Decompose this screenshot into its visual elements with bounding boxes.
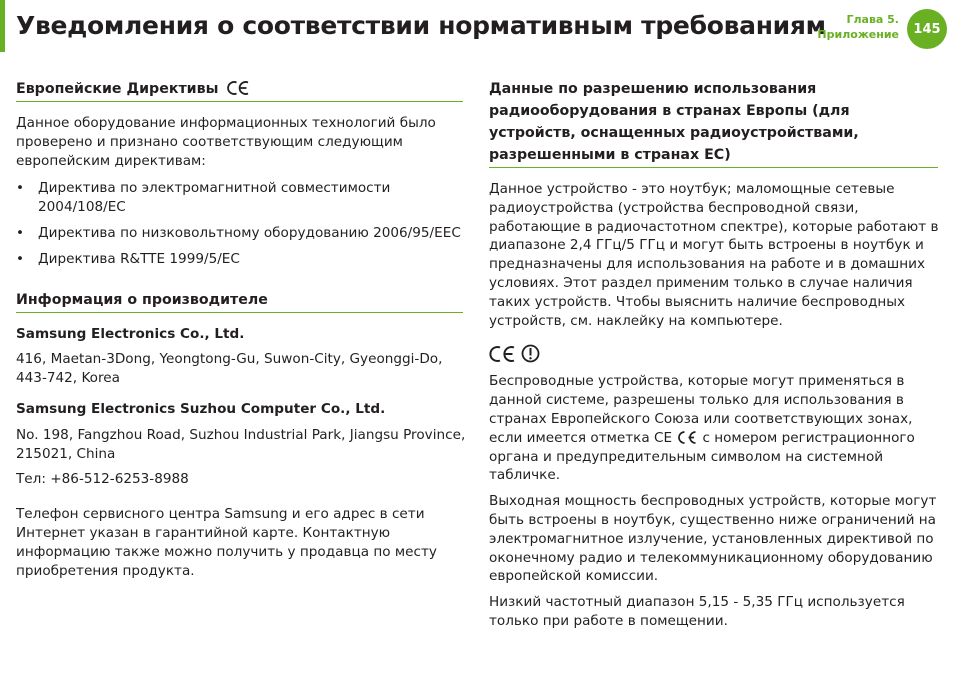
page-title: Уведомления о соответствии нормативным требованиям	[16, 11, 826, 40]
company2-name: Samsung Electronics Suzhou Computer Co., Ltd.	[16, 400, 386, 417]
eu-directives-heading	[16, 78, 463, 102]
bullet-mark: •	[16, 250, 25, 267]
ce-mark-icon	[227, 80, 251, 96]
bullet-mark: •	[16, 224, 25, 241]
chapter-label	[817, 12, 899, 42]
manufacturer-heading: Информация о производителе	[16, 289, 463, 313]
eu-directives-title: Европейские Директивы	[16, 81, 219, 97]
header-accent-bar	[0, 0, 5, 52]
list-item	[16, 224, 466, 243]
output-power-paragraph: Выходная мощность беспроводных устройств, которые могут быть встроены в ноутбук, существенно ниже ограничений на электромагнитное излучение, установленных директивой по оконечному радио и телекоммуникационному оборудованию европейской комиссии.	[489, 493, 937, 585]
eu-directives-intro: Данное оборудование информационных технологий было проверено и признано соответствующим следующим европейским директивам:	[16, 115, 436, 169]
alert-circle-icon	[521, 344, 540, 363]
frequency-range-paragraph: Низкий частотный диапазон 5,15 - 5,35 ГГц используется только при работе в помещении.	[489, 594, 905, 629]
bullet-mark: •	[16, 180, 25, 197]
ce-mark-icon	[676, 430, 698, 445]
wireless-usage-paragraph	[489, 372, 940, 485]
wireless-usage-text-end: с номером регистрационного органа и предупредительным символом на системной табличке.	[489, 429, 915, 484]
page-number-badge: 145	[907, 9, 947, 49]
company1-name: Samsung Electronics Co., Ltd.	[16, 325, 245, 342]
wireless-usage-text-start: Беспроводные устройства, которые могут применяться в данной системе, разрешены только для использования в странах Европейского Союза или соответствующих зонах, если имеется отметка CE	[489, 373, 913, 446]
left-column	[16, 78, 466, 587]
company2-address: No. 198, Fangzhou Road, Suzhou Industrial Park, Jiangsu Province, 215021, China	[16, 426, 466, 462]
list-item	[16, 250, 466, 269]
chapter-name: Приложение	[817, 28, 899, 41]
chapter-number: Глава 5.	[846, 13, 899, 26]
list-item-text: Директива по электромагнитной совместимости 2004/108/EC	[38, 180, 391, 216]
ce-mark-icon	[489, 345, 517, 363]
company1-address: 416, Maetan-3Dong, Yeongtong-Gu, Suwon-City, Gyeonggi-Do, 443-742, Korea	[16, 351, 443, 387]
ce-alert-mark	[489, 344, 940, 366]
list-item	[16, 179, 466, 217]
right-column	[489, 78, 940, 638]
phone-number: Тел: +86-512-6253-8988	[16, 471, 189, 488]
list-item-text: Директива по низковольтному оборудованию 2006/95/EEC	[38, 224, 461, 241]
list-item-text: Директива R&TTE 1999/5/EC	[38, 250, 240, 267]
service-note: Телефон сервисного центра Samsung и его адрес в сети Интернет указан в гарантийной карте. Контактную информацию также можно получить у продавца по месту приобретения продукта.	[16, 506, 437, 579]
directives-list	[16, 179, 466, 268]
radio-devices-paragraph: Данное устройство - это ноутбук; маломощные сетевые радиоустройства (устройства беспроводной связи, работающие в радиочастотном спектре), которые работают в диапазоне 2,4 ГГц/5 ГГц и могут быть встроены в ноутбук и предназначены для использования на работе и в домашних условиях. Этот раздел применим только в случае наличия таких устройств. Чтобы выяснить наличие беспроводных устройств, см. наклейку на компьютере.	[489, 181, 939, 329]
radio-approval-heading: Данные по разрешению использования радиооборудования в странах Европы (для устройств, оснащенных радиоустройствами, разрешенными в странах ЕС)	[489, 78, 938, 168]
